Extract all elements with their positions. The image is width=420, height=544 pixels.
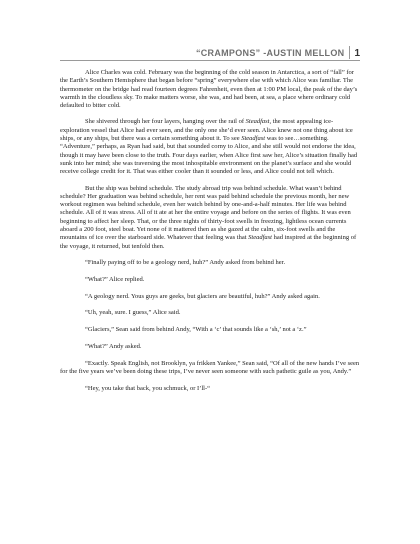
text-run: “What?” Andy asked. bbox=[85, 342, 142, 350]
dialogue-paragraph bbox=[60, 309, 360, 317]
dialogue-paragraph bbox=[60, 343, 360, 351]
ship-name-italic: Steadfast bbox=[248, 234, 272, 242]
header-title: “CRAMPONS” -AUSTIN MELLON bbox=[195, 48, 345, 58]
text-run: She shivered through her four layers, hanging over the rail of bbox=[85, 118, 246, 126]
narrative-paragraph bbox=[60, 118, 360, 176]
text-run: But the ship was behind schedule. The study abroad trip was behind schedule. What wasn’t behind schedule? Her graduation was behind schedule, her rent was paid behind schedule the previous month, her new workout regimen was behind schedule, even her watch behind by one-and-a-half minutes. Her life was behind schedule. All of it was stress. All of it ate at her the entire voyage and before on the series of flights. It was even beginning to affect her sleep. That, or the three nights of thirty-foot swells in freezing, lightless ocean currents aboard a 200 foot, steel boat. Yet none of it mattered then as she gazed at the calm, six-foot swells and the mountains of ice over the starboard side. Whatever that feeling was that bbox=[60, 184, 351, 242]
text-run: “Finally paying off to be a geology nerd, huh?” Andy asked from behind her. bbox=[85, 258, 286, 266]
text-run: Alice Charles was cold. February was the beginning of the cold season in Antarctica, a sort of “fall” for the Earth’s Southern Hemisphere that began before “spring” everywhere else with which Alice was familiar. The thermometer on the bridge had read fourteen degrees Fahrenheit, even then at 1:00 PM local, the peak of the day’s warmth in the cloudless sky. To make matters worse, she was, and had been, at sea, a place where ordinary cold defaulted to bitter cold. bbox=[60, 69, 358, 110]
dialogue-paragraph bbox=[60, 276, 360, 284]
text-run: “Hey, you take that back, you schmuck, or I’ll-“ bbox=[85, 384, 211, 392]
narrative-paragraph bbox=[60, 69, 360, 110]
text-run: had inspired at the beginning of the voyage, it returned, but tenfold then. bbox=[60, 234, 357, 250]
text-run: , the most appealing ice-exploration vessel that Alice had ever seen, and the only one she’d ever seen. Alice knew not one thing about ice ships, or any ships, but there was a certain something about it. To see bbox=[60, 118, 353, 143]
dialogue-paragraph bbox=[60, 326, 360, 334]
page-number: 1 bbox=[354, 48, 360, 59]
body-text bbox=[60, 69, 360, 402]
ship-name-italic: Steadfast bbox=[241, 135, 266, 143]
dialogue-paragraph bbox=[60, 385, 360, 393]
text-run: “What?” Alice replied. bbox=[85, 275, 145, 283]
dialogue-paragraph bbox=[60, 293, 360, 301]
dialogue-paragraph bbox=[60, 259, 360, 267]
narrative-paragraph bbox=[60, 185, 360, 251]
text-run: “A geology nerd. Yous guys are geeks, but glaciers are beautiful, huh?” Andy asked again. bbox=[85, 292, 320, 300]
running-header bbox=[60, 44, 360, 61]
text-run: “Uh, yeah, sure. I guess,” Alice said. bbox=[85, 309, 181, 317]
ship-name-italic: Steadfast bbox=[245, 118, 270, 126]
dialogue-paragraph bbox=[60, 360, 360, 377]
text-run: “Glaciers,” Sean said from behind Andy, “With a ‘c’ that sounds like a ‘sh,’ not a ‘z.” bbox=[85, 326, 307, 334]
header-divider bbox=[349, 46, 350, 59]
text-run: “Exactly. Speak English, not Brooklyn, ya frikken Yankee,” Sean said, “Of all of the new hands I’ve seen for the five years we’ve been doing these trips, I’ve never seen someone with such pathetic guile as you, Andy.” bbox=[60, 359, 360, 376]
text-run: was to see…something. “Adventure,” perhaps, as Ryan had said, but that sounded corny to Alice, and she still would not endorse the idea, though it may have been close to the truth. Four days earlier, when Alice first saw her, Alice’s situation finally had sunk into her mind; she was traversing the most inhospitable environment on the planet’s surface and she would receive college credit for it. That was either cooler than it sounded or less, and Alice could not tell which. bbox=[60, 135, 358, 176]
